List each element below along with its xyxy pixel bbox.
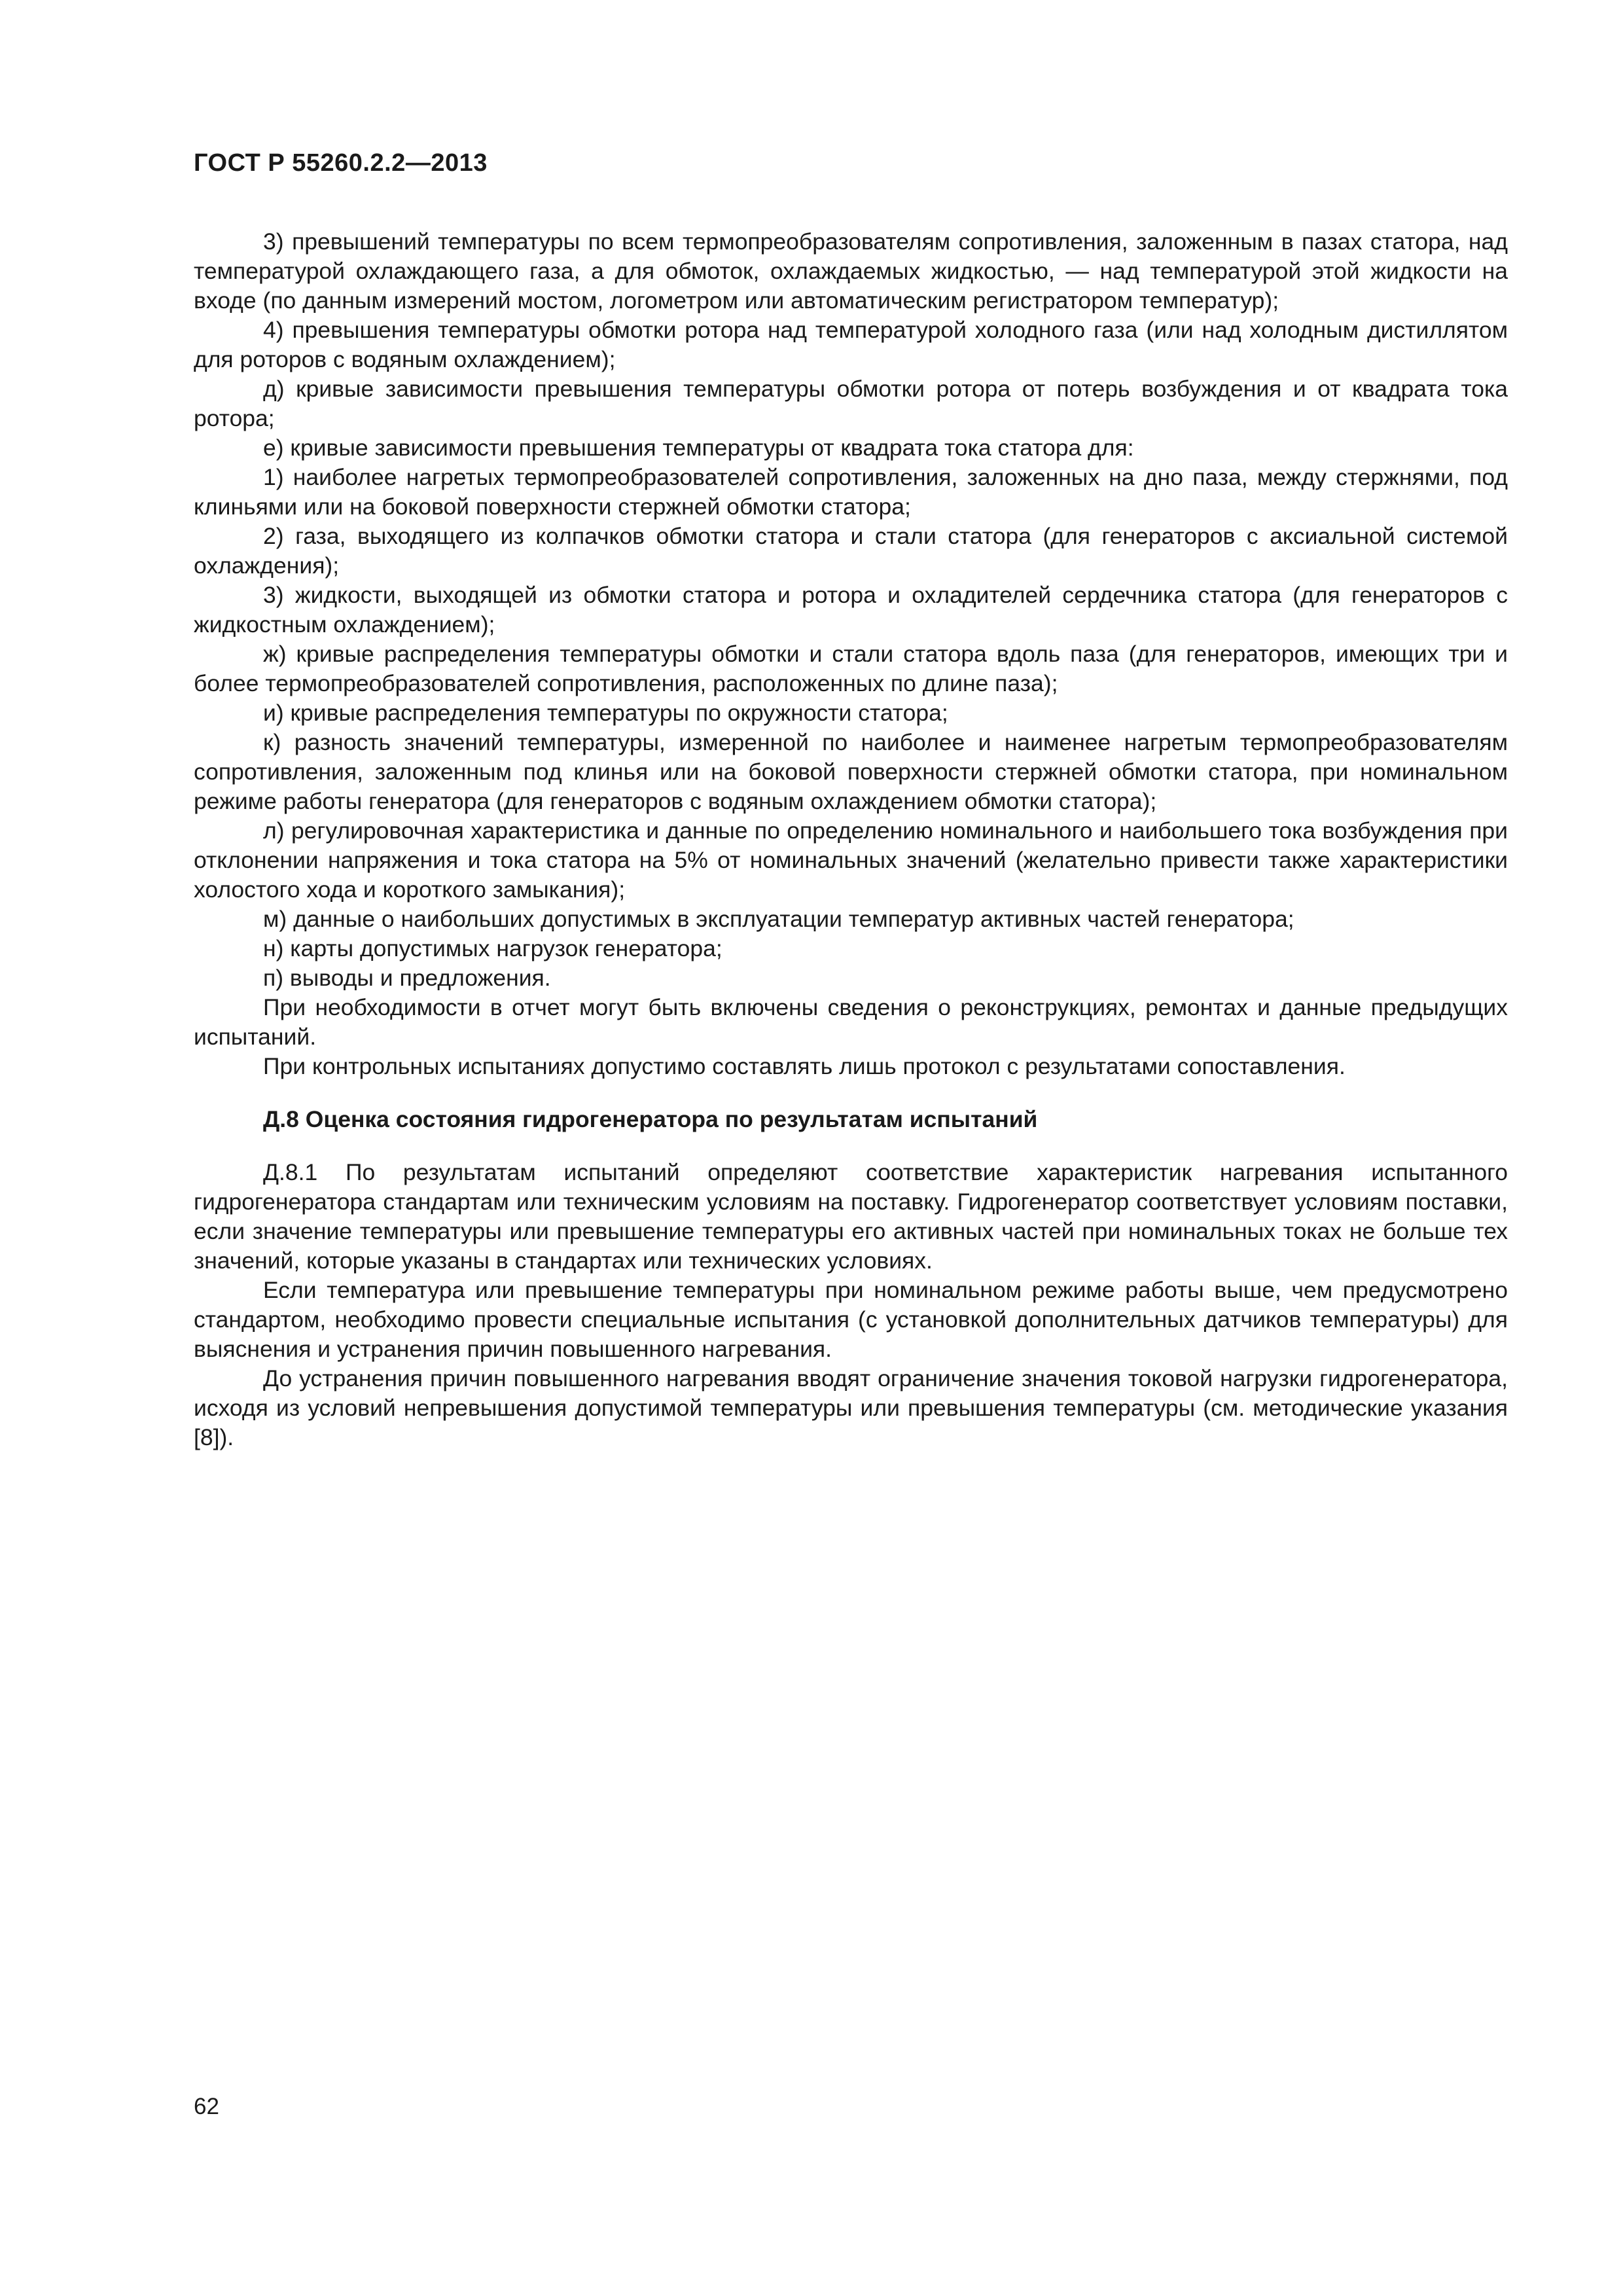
paragraph-item-e-stator-curves: е) кривые зависимости превышения температуры от квадрата тока статора для: [263,435,1134,461]
paragraph-item-l-regulation-characteristic: л) регулировочная характеристика и данные по определению номинального и наибольшего тока возбуждения при отклонении напряжения и тока статора на 5% от номинальных значений (желательно привести также характеристики холостого хода и короткого замыкания); [194,817,1508,903]
page-number: 62 [194,2094,219,2119]
paragraph-control-tests: При контрольных испытаниях допустимо составлять лишь протокол с результатами сопоставления. [263,1053,1346,1079]
paragraph-d8-elevated-temperature: Если температура или превышение температуры при номинальном режиме работы выше, чем предусмотрено стандартом, необходимо провести специальные испытания (с установкой дополнительных датчиков температуры) для выяснения и устранения причин повышенного нагревания. [194,1277,1508,1362]
document-body [194,227,1508,1452]
paragraph-subitem-1-hottest-sensors: 1) наиболее нагретых термопреобразователей сопротивления, заложенных на дно паза, между стержнями, под клиньями или на боковой поверхности стержней обмотки статора; [194,464,1508,520]
paragraph-item-n-load-maps: н) карты допустимых нагрузок генератора; [263,935,722,961]
paragraph-item-3-temperature-rise: 3) превышений температуры по всем термопреобразователям сопротивления, заложенным в пазах статора, над температурой охлаждающего газа, а для обмоток, охлаждаемых жидкостью, — над температурой этой жидкости на входе (по данным измерений мостом, логометром или автоматическим регистратором температур); [194,228,1508,314]
paragraph-item-p-conclusions: п) выводы и предложения. [263,965,551,991]
paragraph-item-d-rotor-curves: д) кривые зависимости превышения температуры обмотки ротора от потерь возбуждения и от квадрата тока ротора; [194,376,1508,431]
paragraph-item-zh-slot-distribution: ж) кривые распределения температуры обмотки и стали статора вдоль паза (для генераторов, имеющих три и более термопреобразователей сопротивления, расположенных по длине паза); [194,641,1508,696]
paragraph-subitem-3-liquid: 3) жидкости, выходящей из обмотки статора и ротора и охладителей сердечника статора (для генераторов с жидкостным охлаждением); [194,582,1508,637]
paragraph-report-additions: При необходимости в отчет могут быть включены сведения о реконструкциях, ремонтах и данные предыдущих испытаний. [194,994,1508,1050]
paragraph-d8-load-limitation: До устранения причин повышенного нагревания вводят ограничение значения токовой нагрузки гидрогенератора, исходя из условий непревышения допустимой температуры или превышения температуры (см. методические указания [8]). [194,1365,1508,1450]
paragraph-item-m-max-temperatures: м) данные о наибольших допустимых в эксплуатации температур активных частей генератора; [263,906,1294,932]
paragraph-d8-1: Д.8.1 По результатам испытаний определяют соответствие характеристик нагревания испытанного гидрогенератора стандартам или техническим условиям на поставку. Гидрогенератор соответствует условиям поставки, если значение температуры или превышение температуры его активных частей при номинальных токах не больше тех значений, которые указаны в стандартах или технических условиях. [194,1159,1508,1274]
paragraph-item-4-rotor-winding: 4) превышения температуры обмотки ротора над температурой холодного газа (или над холодным дистиллятом для роторов с водяным охлаждением); [194,317,1508,372]
paragraph-item-k-temperature-difference: к) разность значений температуры, измеренной по наиболее и наименее нагретым термопреобразователям сопротивления, заложенным под клинья или на боковой поверхности стержней обмотки статора, при номинальном режиме работы генератора (для генераторов с водяным охлаждением обмотки статора); [194,729,1508,814]
section-title-d8: Д.8 Оценка состояния гидрогенератора по результатам испытаний [263,1106,1038,1132]
document-header-code: ГОСТ Р 55260.2.2—2013 [194,149,488,177]
paragraph-item-i-circumference: и) кривые распределения температуры по окружности статора; [263,700,948,726]
paragraph-subitem-2-gas: 2) газа, выходящего из колпачков обмотки статора и стали статора (для генераторов с аксиальной системой охлаждения); [194,523,1508,579]
